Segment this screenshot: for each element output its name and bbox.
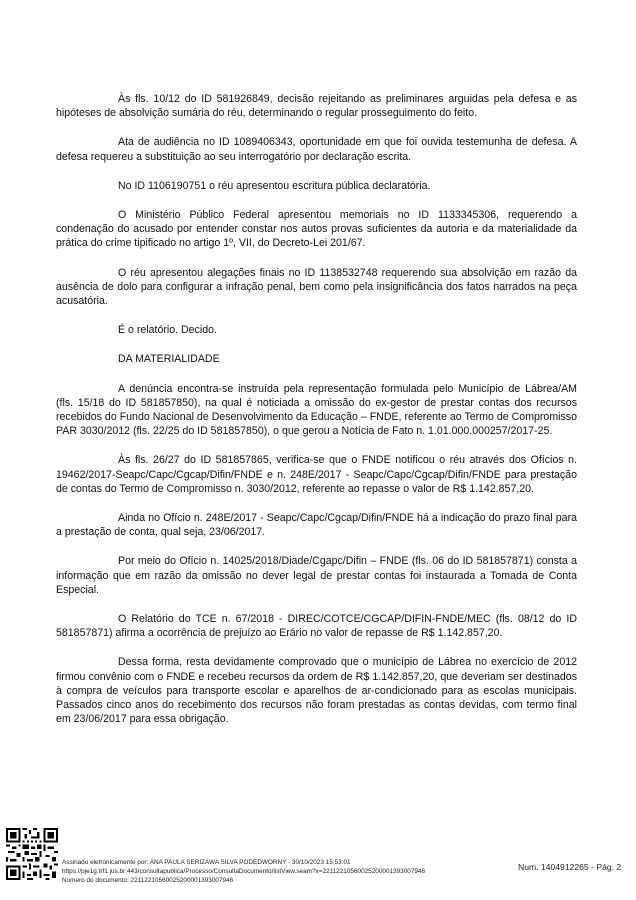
paragraph: Às fls. 26/27 do ID 581857865, verifica-se que o FNDE notificou o réu através dos Ofícios n. 19462/2017-Seapc/Capc/Cgcap/Difin/FNDE e n. 248E/2017 - Seapc/Capc/Cgcap/Difin/FNDE para prestação de contas do Termo de Compromisso n. 3030/2012, referente ao repasse o valor de R$ 1.142.857,20. [56,454,577,495]
paragraph: O Ministério Público Federal apresentou memoriais no ID 1133345306, requerendo a condenação do acusado por entender constar nos autos provas suficientes da autoria e da materialidade da prática do crime tipificado no artigo 1º, VII, do Decreto-Lei 201/67. [56,209,577,250]
paragraph: Ata de audiência no ID 1089406343, oportunidade em que foi ouvida testemunha de defesa. A defesa requereu a substituição ao seu interrogatório por declaração escrita. [56,136,577,163]
document-body [56,92,577,742]
paragraph: Dessa forma, resta devidamente comprovado que o município de Lábrea no exercício de 2012 firmou convênio com o FNDE e recebeu recursos da ordem de R$ 1.142.857,20, que deveriam ser destinados à compra de veículos para transporte escolar e aparelhos de ar-condicionado para as escolas municipais. Passados cinco anos do recebimento dos recursos não foram prestadas as contas devidas, com termo final em 23/06/2017 para essa obrigação. [56,656,577,726]
paragraph: Ainda no Ofício n. 248E/2017 - Seapc/Capc/Cgcap/Difin/FNDE há a indicação do prazo final para a prestação de conta, qual seja, 23/06/2017. [56,512,577,539]
section-heading: DA MATERIALIDADE [118,353,220,366]
paragraph: Por meio do Ofício n. 14025/2018/Diade/Cgapc/Difin – FNDE (fls. 06 do ID 581857871) consta a informação que em razão da omissão no dever legal de prestar contas foi instaurada a Tomada de Conta Especial. [56,555,577,596]
document-number-line: Número do documento: 22112210560025200001393007946 [62,877,234,884]
signed-by-line: Assinado eletronicamente por: ANA PAULA SERIZAWA SILVA PODEDWORNY - 30/10/2023 15:53:01 [62,859,351,866]
document-url-line[interactable]: https://pje1g.trf1.jus.br:443/consultapublica/Processo/ConsultaDocumento/listView.seam?x=22112210560025200001393007946 [62,868,426,875]
paragraph: É o relatório. Decido. [118,324,217,337]
qr-code-icon [6,828,58,880]
paragraph: No ID 1106190751 o réu apresentou escritura pública declaratória. [118,179,431,192]
paragraph: A denúncia encontra-se instruída pela representação formulada pelo Município de Lábrea/AM (fls. 15/18 do ID 581857850), na qual é noticiada a omissão do ex-gestor de prestar contas dos recursos recebidos do Fundo Nacional de Desenvolvimento da Educação – FNDE, referente ao Termo de Compromisso PAR 3030/2012 (fls. 22/25 do ID 581857850), o que gerou a Notícia de Fato n. 1.01.000.000257/2017-25. [56,382,577,438]
paragraph: O réu apresentou alegações finais no ID 1138532748 requerendo sua absolvição em razão da ausência de dolo para configurar a infração penal, bem como pela insignificância dos fatos narrados na peça acusatória. [56,266,577,308]
signature-info [62,858,425,885]
page-number: Num. 1404912265 - Pág. 2 [518,862,622,872]
paragraph: Às fls. 10/12 do ID 581926849, decisão rejeitando as preliminares arguidas pela defesa e as hipóteses de absolvição sumária do réu, determinando o regular prosseguimento do feito. [56,93,577,120]
paragraph: O Relatório do TCE n. 67/2018 - DIREC/COTCE/CGCAP/DIFIN-FNDE/MEC (fls. 08/12 do ID 581857871) afirma a ocorrência de prejuízo ao Erário no valor de repasse de R$ 1.142.857,20. [56,613,577,640]
page-footer [0,828,636,900]
